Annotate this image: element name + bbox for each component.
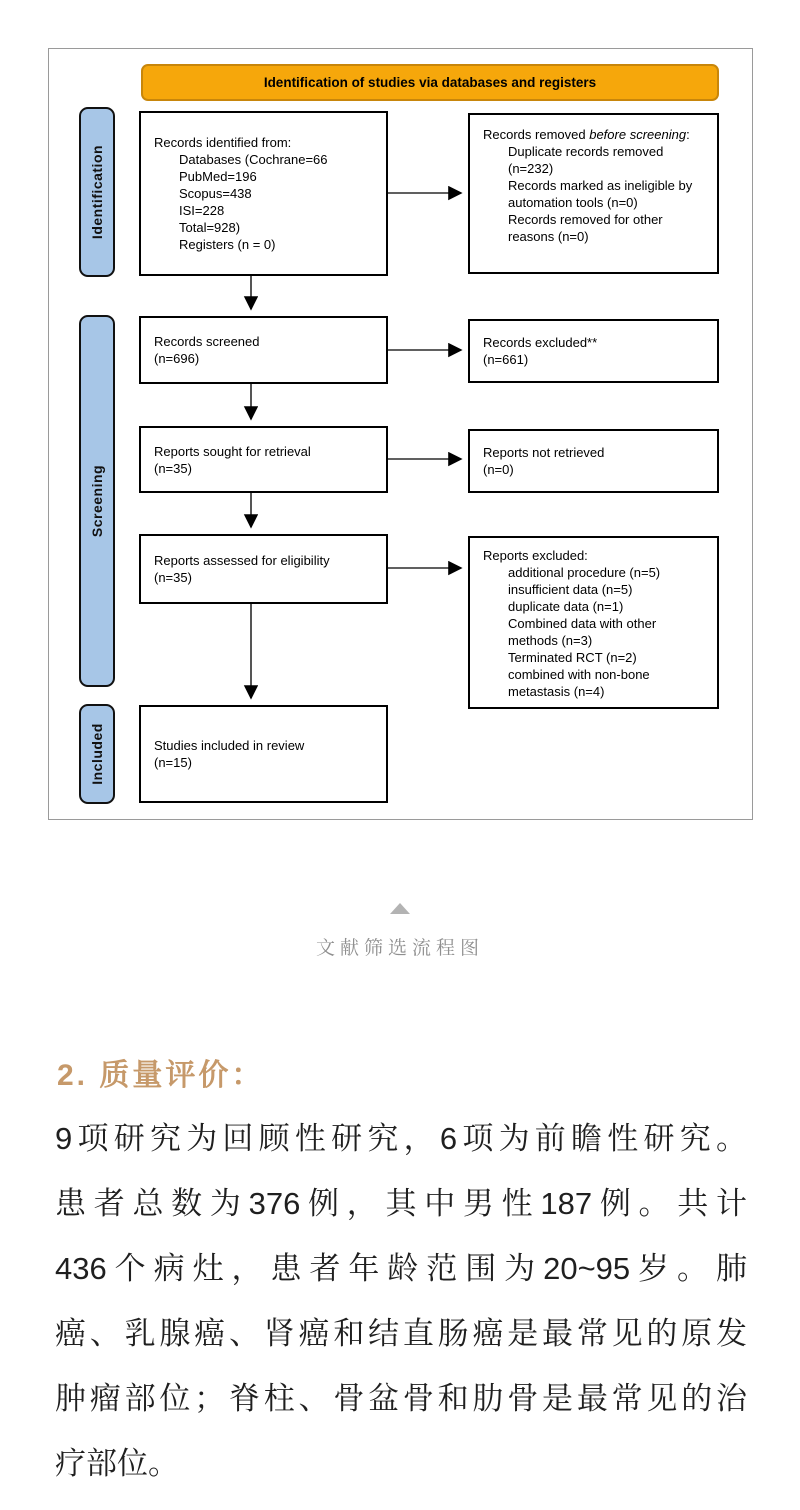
removed-title-italic: before screening bbox=[589, 127, 687, 142]
screened-count: (n=696) bbox=[154, 351, 200, 366]
reports-excluded-title: Reports excluded: bbox=[483, 548, 588, 563]
removed-title bbox=[483, 126, 709, 143]
sought-count: (n=35) bbox=[154, 460, 192, 476]
paragraph-line: 肿瘤部位；脊柱、骨盆骨和肋骨是最常见的治 bbox=[55, 1381, 747, 1416]
section-paragraph bbox=[55, 1106, 747, 1496]
collapse-triangle-icon[interactable] bbox=[390, 903, 410, 914]
not-retrieved-line1: Reports not retrieved bbox=[483, 445, 605, 460]
removed-title-suffix: : bbox=[686, 127, 690, 142]
stage-label-included-text: Included bbox=[89, 723, 105, 785]
box-records-excluded bbox=[468, 319, 719, 383]
removed-item: Duplicate records removed (n=232) bbox=[508, 144, 664, 176]
box-reports-assessed bbox=[139, 534, 388, 604]
assessed-count: (n=35) bbox=[154, 570, 192, 585]
included-count: (n=15) bbox=[154, 755, 192, 770]
reports-excluded-item: combined with non-bone metastasis (n=4) bbox=[508, 667, 650, 699]
identified-item: Databases (Cochrane=66 bbox=[179, 152, 328, 167]
reports-excluded-item: additional procedure (n=5) bbox=[508, 565, 661, 580]
box-reports-sought bbox=[139, 426, 388, 493]
removed-title-prefix: Records removed bbox=[483, 127, 590, 142]
paragraph-line: 患者总数为376例，其中男性187例。共计 bbox=[55, 1186, 747, 1221]
box-records-screened bbox=[139, 316, 388, 384]
paragraph-line: 436个病灶，患者年龄范围为20~95岁。肺 bbox=[55, 1251, 747, 1286]
paragraph-line: 疗部位。 bbox=[55, 1446, 179, 1481]
reports-excluded-item: Combined data with other methods (n=3) bbox=[508, 616, 657, 648]
included-line1: Studies included in review bbox=[154, 738, 305, 753]
identified-item: Total=928) bbox=[179, 220, 241, 235]
paragraph-line: 9项研究为回顾性研究，6项为前瞻性研究。 bbox=[55, 1121, 747, 1156]
paragraph-line: 癌、乳腺癌、肾癌和结直肠癌是最常见的原发 bbox=[55, 1316, 747, 1351]
removed-item: Records marked as ineligible by automation tools (n=0) bbox=[508, 178, 693, 210]
excluded-line1: Records excluded** bbox=[483, 335, 598, 350]
screened-line1: Records screened bbox=[154, 334, 260, 349]
sought-line1: Reports sought for retrieval bbox=[154, 443, 311, 459]
identified-item: PubMed=196 bbox=[179, 169, 257, 184]
stage-label-screening-text: Screening bbox=[89, 464, 105, 538]
stage-label-identification-text: Identification bbox=[89, 144, 105, 240]
removed-item: Records removed for other reasons (n=0) bbox=[508, 212, 663, 244]
reports-excluded-item: Terminated RCT (n=2) bbox=[508, 650, 637, 665]
section-heading: 2. 质量评价： bbox=[57, 1059, 265, 1092]
identified-item: Scopus=438 bbox=[179, 186, 252, 201]
box-records-removed bbox=[468, 113, 719, 274]
flowchart-header: Identification of studies via databases and registers bbox=[141, 64, 719, 101]
prisma-flowchart bbox=[48, 48, 753, 820]
box-reports-excluded bbox=[468, 536, 719, 709]
box-studies-included bbox=[139, 705, 388, 803]
box-reports-not-retrieved bbox=[468, 429, 719, 493]
reports-excluded-item: duplicate data (n=1) bbox=[508, 599, 624, 614]
excluded-count: (n=661) bbox=[483, 352, 529, 367]
assessed-line1: Reports assessed for eligibility bbox=[154, 553, 330, 568]
box-records-identified bbox=[139, 111, 388, 276]
box-records-identified-title: Records identified from: bbox=[154, 135, 292, 150]
figure-caption: 文献筛选流程图 bbox=[315, 938, 484, 959]
not-retrieved-count: (n=0) bbox=[483, 462, 514, 477]
reports-excluded-item: insufficient data (n=5) bbox=[508, 582, 633, 597]
identified-item: ISI=228 bbox=[179, 203, 225, 218]
identified-item: Registers (n = 0) bbox=[179, 237, 276, 252]
